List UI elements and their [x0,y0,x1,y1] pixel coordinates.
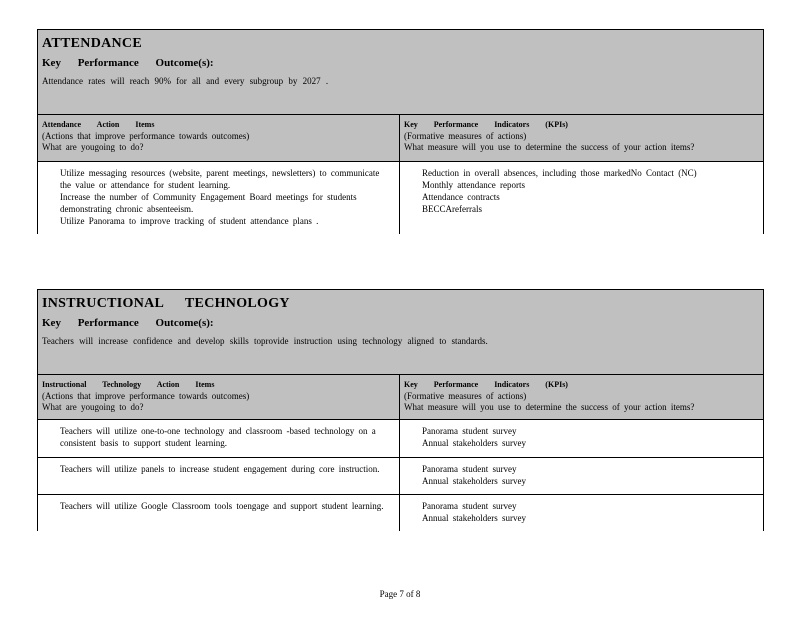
bullet-icon [42,167,60,191]
action-items-cell [38,420,400,457]
header-subtitle: (Actions that improve performance towards outcomes) [42,131,250,141]
attendance-section [37,29,764,234]
header-subtitle: (Formative measures of actions) [404,131,527,141]
section-title: INSTRUCTIONAL TECHNOLOGY [42,296,290,311]
kpi-cell [400,420,763,457]
list-item: BECCAreferrals [404,203,759,215]
bullet-icon [404,191,422,203]
list-item: Monthly attendance reports [404,179,759,191]
header-title: Instructional Technology Action Items [42,380,215,389]
section-title: ATTENDANCE [42,36,142,51]
list-item: Panorama student survey [404,500,759,512]
kpi-cell [400,162,763,234]
bullet-icon [42,463,60,475]
header-title: Key Performance Indicators (KPIs) [404,120,568,129]
list-item: Teachers will utilize panels to increase student engagement during core instruction. [42,463,389,475]
list-item: Increase the number of Community Engagement Board meetings for students demonstrating chronic absenteeism. [42,191,389,215]
bullet-icon [404,167,422,179]
list-item: Annual stakeholders survey [404,512,759,524]
bullet-icon [404,179,422,191]
action-items-cell [38,162,400,234]
bullet-icon [404,203,422,215]
kpi-header [400,115,763,161]
table-header-row [38,115,763,162]
list-item: Annual stakeholders survey [404,437,759,449]
list-item: Reduction in overall absences, including those markedNo Contact (NC) [404,167,759,179]
bullet-icon [42,425,60,449]
attendance-header [38,30,763,115]
header-subtitle: (Actions that improve performance towards outcomes) [42,391,250,401]
action-items-header [38,375,400,419]
list-item: Annual stakeholders survey [404,475,759,487]
instructional-technology-section [37,289,764,531]
bullet-icon [404,463,422,475]
bullet-icon [42,500,60,512]
list-item: Panorama student survey [404,463,759,475]
table-row [38,457,763,494]
kpo-label: Key Performance Outcome(s): [42,317,214,329]
bullet-icon [404,437,422,449]
bullet-icon [404,500,422,512]
action-items-cell [38,458,400,494]
kpi-cell [400,458,763,494]
header-subtitle: (Formative measures of actions) [404,391,527,401]
outcome-text: Teachers will increase confidence and develop skills toprovide instruction using technology aligned to standards. [42,336,488,346]
kpi-header [400,375,763,419]
table-row [38,420,763,457]
list-item: Teachers will utilize one-to-one technology and classroom -based technology on a consistent basis to support student learning. [42,425,389,449]
header-question: What measure will you use to determine the success of your action items? [404,142,695,152]
header-question: What are yougoing to do? [42,142,144,152]
table-header-row [38,375,763,420]
header-question: What are yougoing to do? [42,402,144,412]
table-row [38,494,763,531]
list-item: Attendance contracts [404,191,759,203]
header-question: What measure will you use to determine the success of your action items? [404,402,695,412]
kpo-label: Key Performance Outcome(s): [42,57,214,69]
list-item: Teachers will utilize Google Classroom tools toengage and support student learning. [42,500,389,512]
action-items-cell [38,495,400,531]
tech-header [38,290,763,375]
outcome-text: Attendance rates will reach 90% for all and every subgroup by 2027 . [42,76,329,86]
bullet-icon [42,215,60,227]
bullet-icon [404,425,422,437]
bullet-icon [404,475,422,487]
bullet-icon [404,512,422,524]
header-title: Key Performance Indicators (KPIs) [404,380,568,389]
list-item: Panorama student survey [404,425,759,437]
header-title: Attendance Action Items [42,120,155,129]
action-items-header [38,115,400,161]
list-item: Utilize messaging resources (website, parent meetings, newsletters) to communicate the value or attendance for student learning. [42,167,389,191]
list-item: Utilize Panorama to improve tracking of student attendance plans . [42,215,389,227]
kpi-cell [400,495,763,531]
bullet-icon [42,191,60,215]
table-row [38,162,763,234]
page-number: Page 7 of 8 [379,589,421,599]
